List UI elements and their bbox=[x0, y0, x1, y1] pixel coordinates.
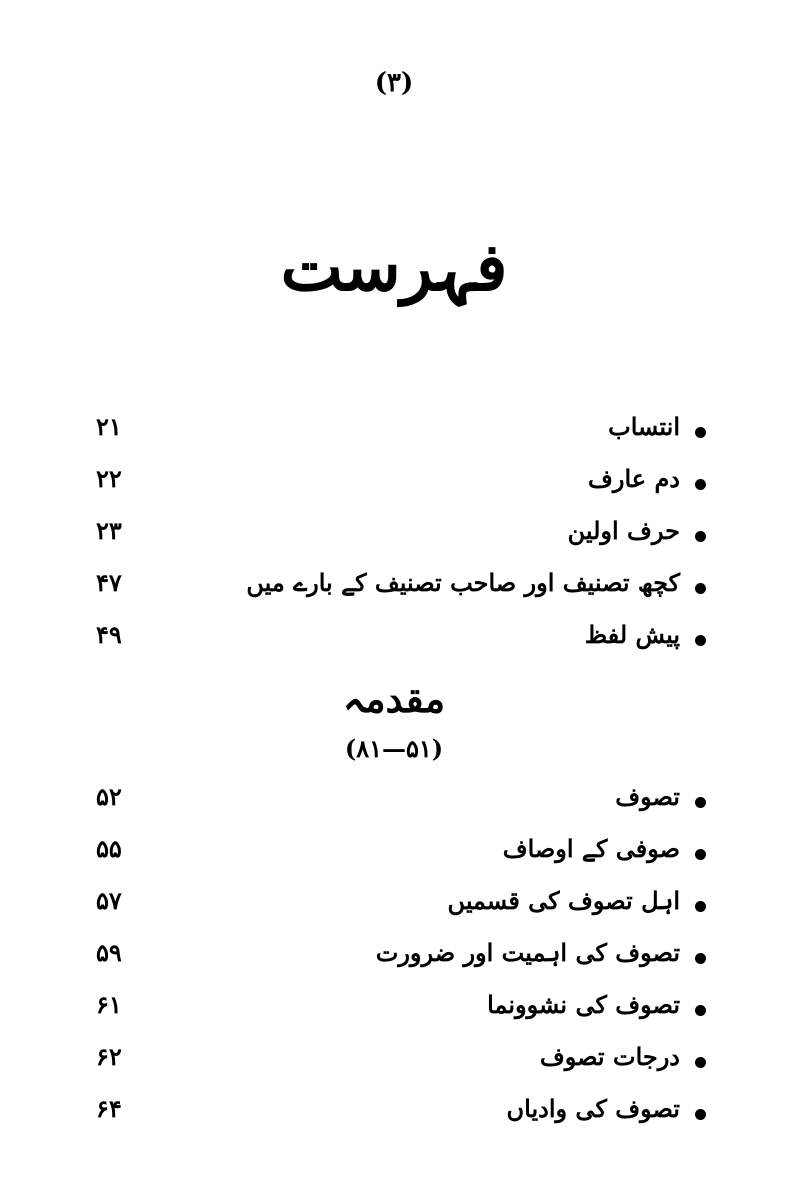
bullet-icon bbox=[695, 479, 706, 490]
bullet-icon bbox=[695, 583, 706, 594]
entry-page-number: ۵۷ bbox=[96, 886, 122, 915]
entry-title: صوفی کے اوصاف bbox=[502, 834, 680, 863]
entry-title: پیش لفظ bbox=[584, 620, 680, 649]
entry-page-number: ۲۲ bbox=[96, 464, 122, 493]
bullet-icon bbox=[695, 797, 706, 808]
bullet-icon bbox=[695, 901, 706, 912]
toc-entry[interactable] bbox=[0, 932, 788, 984]
entry-title: تصوف کی اہمیت اور ضرورت bbox=[375, 938, 680, 967]
entry-title: حرف اولین bbox=[567, 516, 680, 545]
toc-entry[interactable] bbox=[0, 1088, 788, 1140]
section-page-range: (۵۱—۸۱) bbox=[344, 734, 444, 763]
toc-entry[interactable] bbox=[0, 828, 788, 880]
bullet-icon bbox=[695, 427, 706, 438]
toc-entry[interactable] bbox=[0, 1036, 788, 1088]
entry-title: تصوف کی وادیاں bbox=[506, 1094, 680, 1123]
front-matter-list bbox=[0, 406, 788, 666]
entry-page-number: ۲۱ bbox=[96, 412, 122, 441]
entry-page-number: ۵۲ bbox=[96, 782, 122, 811]
entry-page-number: ۵۵ bbox=[96, 834, 122, 863]
bullet-icon bbox=[695, 531, 706, 542]
toc-title: فہرست bbox=[280, 228, 508, 306]
entry-title: تصوف کی نشوونما bbox=[487, 990, 680, 1019]
toc-entry[interactable] bbox=[0, 984, 788, 1036]
toc-entry[interactable] bbox=[0, 562, 788, 614]
bullet-icon bbox=[695, 849, 706, 860]
section-heading: مقدمہ bbox=[342, 676, 446, 721]
toc-entry[interactable] bbox=[0, 458, 788, 510]
section-list bbox=[0, 776, 788, 1140]
toc-entry[interactable] bbox=[0, 614, 788, 666]
entry-page-number: ۴۹ bbox=[96, 620, 122, 649]
entry-title: تصوف bbox=[615, 782, 680, 811]
page-number: (۳) bbox=[374, 68, 414, 98]
bullet-icon bbox=[695, 1057, 706, 1068]
entry-title: درجات تصوف bbox=[539, 1042, 680, 1071]
entry-title: دم عارف bbox=[587, 464, 680, 493]
toc-entry[interactable] bbox=[0, 406, 788, 458]
entry-page-number: ۵۹ bbox=[96, 938, 122, 967]
bullet-icon bbox=[695, 635, 706, 646]
entry-page-number: ۲۳ bbox=[96, 516, 122, 545]
bullet-icon bbox=[695, 953, 706, 964]
toc-entry[interactable] bbox=[0, 880, 788, 932]
entry-title: انتساب bbox=[608, 412, 680, 441]
entry-page-number: ۶۴ bbox=[96, 1094, 122, 1123]
entry-page-number: ۶۱ bbox=[96, 990, 122, 1019]
toc-entry[interactable] bbox=[0, 510, 788, 562]
entry-title: اہل تصوف کی قسمیں bbox=[447, 886, 680, 915]
entry-page-number: ۶۲ bbox=[96, 1042, 122, 1071]
entry-title: کچھ تصنیف اور صاحب تصنیف کے بارے میں bbox=[246, 568, 680, 597]
bullet-icon bbox=[695, 1005, 706, 1016]
toc-entry[interactable] bbox=[0, 776, 788, 828]
bullet-icon bbox=[695, 1109, 706, 1120]
entry-page-number: ۴۷ bbox=[96, 568, 122, 597]
